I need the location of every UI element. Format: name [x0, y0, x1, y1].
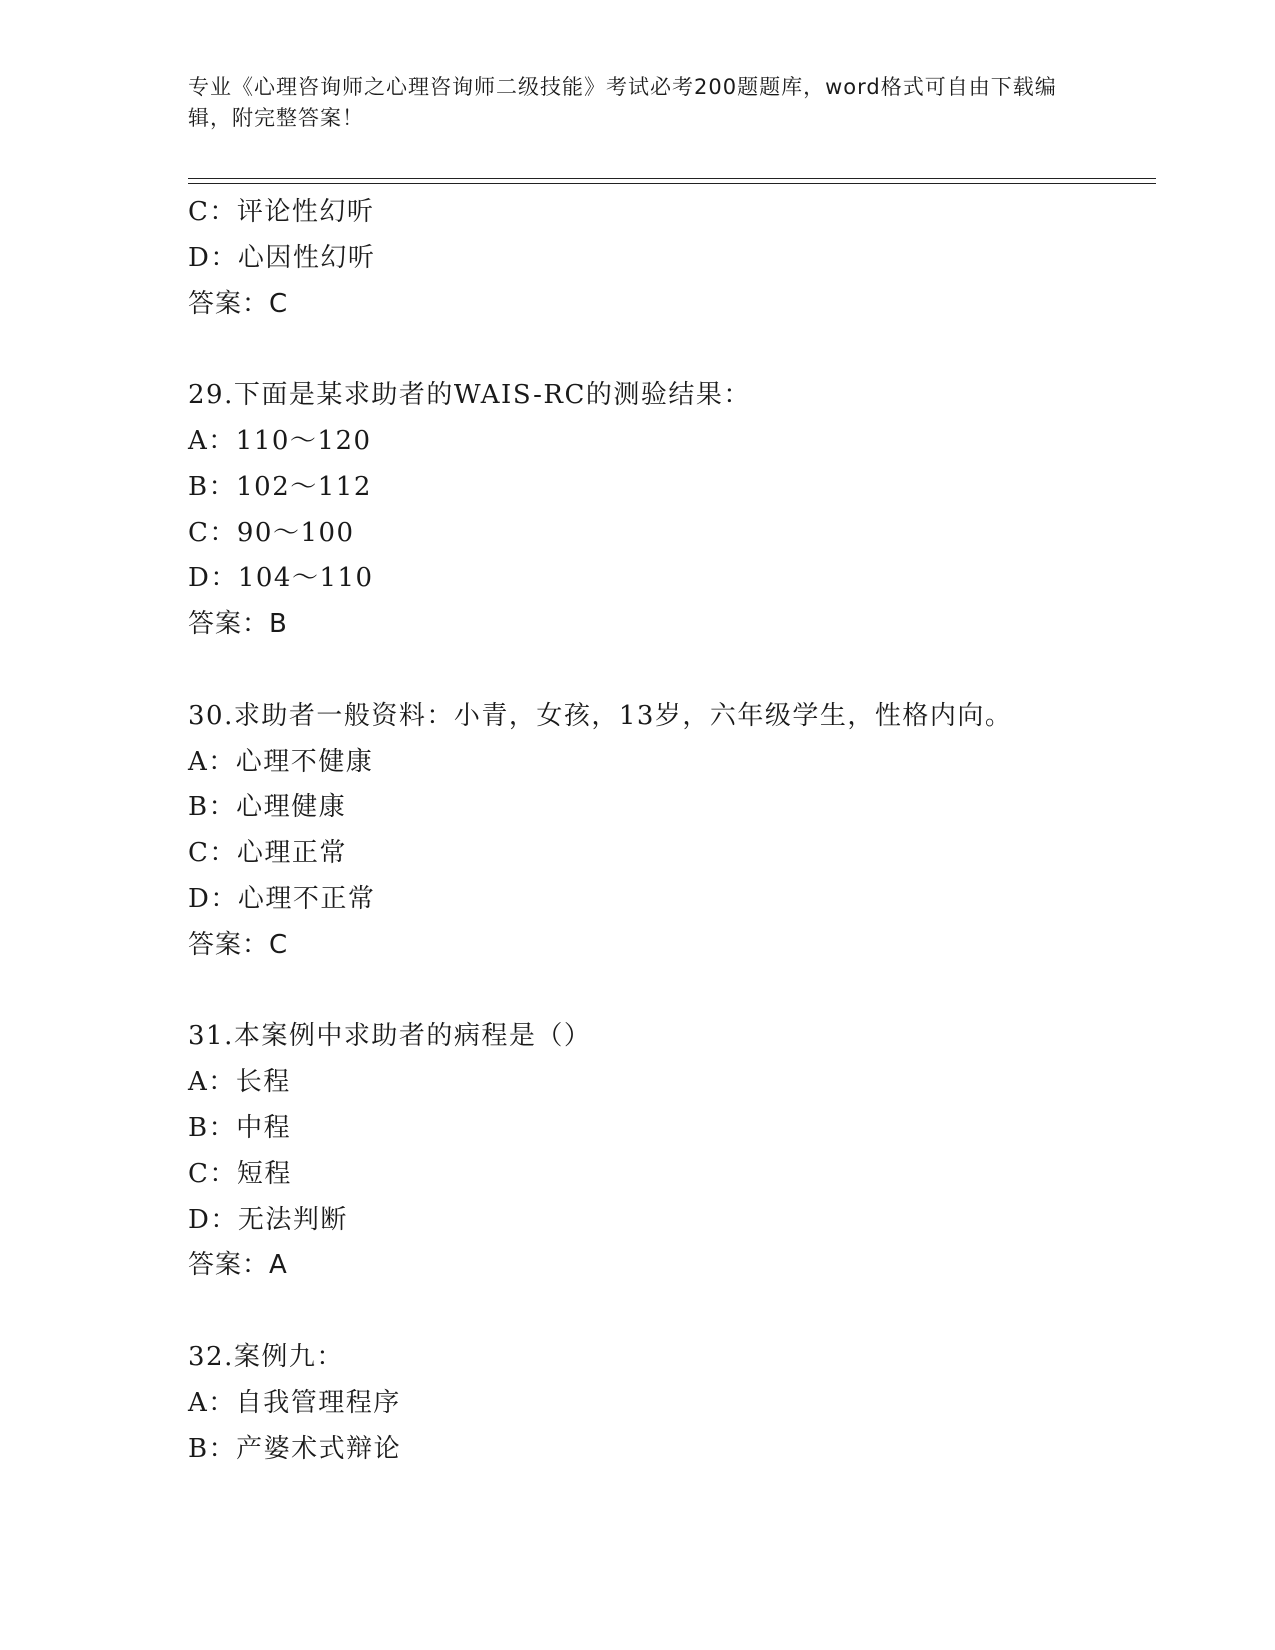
spacer [188, 969, 1148, 1015]
option-line: A：心理不健康 [188, 746, 374, 777]
option-line: A：110～120 [188, 425, 372, 456]
header-divider-bottom [188, 183, 1156, 184]
question-stem: 31.本案例中求助者的病程是（） [188, 1021, 592, 1052]
spacer [188, 1289, 1148, 1335]
option-line: C：心理正常 [188, 838, 347, 869]
spacer [188, 648, 1148, 694]
option-line: C：90～100 [188, 517, 355, 548]
question-stem: 29.下面是某求助者的WAIS-RC的测验结果： [188, 380, 751, 411]
spacer [188, 327, 1148, 373]
question-list [188, 190, 1148, 1472]
option-line: A：自我管理程序 [188, 1387, 401, 1418]
option-line: D：心因性幻听 [188, 242, 376, 273]
page-header: 专业《心理咨询师之心理咨询师二级技能》考试必考200题题库，word格式可自由下载编辑，附完整答案！ [188, 75, 1057, 130]
option-line: D：心理不正常 [188, 883, 376, 914]
option-line: B：心理健康 [188, 792, 347, 823]
option-line: C：短程 [188, 1158, 292, 1189]
question-stem: 30.求助者一般资料：小青，女孩，13岁，六年级学生，性格内向。 [188, 700, 1013, 731]
question-block [188, 1014, 1148, 1289]
option-line: B：中程 [188, 1112, 292, 1143]
option-line: D：无法判断 [188, 1204, 348, 1235]
question-block [188, 1335, 1148, 1472]
option-line: A：长程 [188, 1067, 291, 1098]
answer-line: 答案：A [188, 1250, 288, 1281]
option-line: C：评论性幻听 [188, 197, 375, 227]
question-block [188, 694, 1148, 969]
option-line: B：102～112 [188, 471, 372, 502]
answer-line: 答案：C [188, 288, 289, 319]
question-stem: 32.案例九： [188, 1341, 344, 1372]
header-divider-top [188, 178, 1156, 179]
option-line: B：产婆术式辩论 [188, 1433, 402, 1464]
option-line: D：104～110 [188, 563, 374, 594]
answer-line: 答案：B [188, 609, 288, 640]
answer-line: 答案：C [188, 929, 289, 960]
question-block [188, 373, 1148, 648]
